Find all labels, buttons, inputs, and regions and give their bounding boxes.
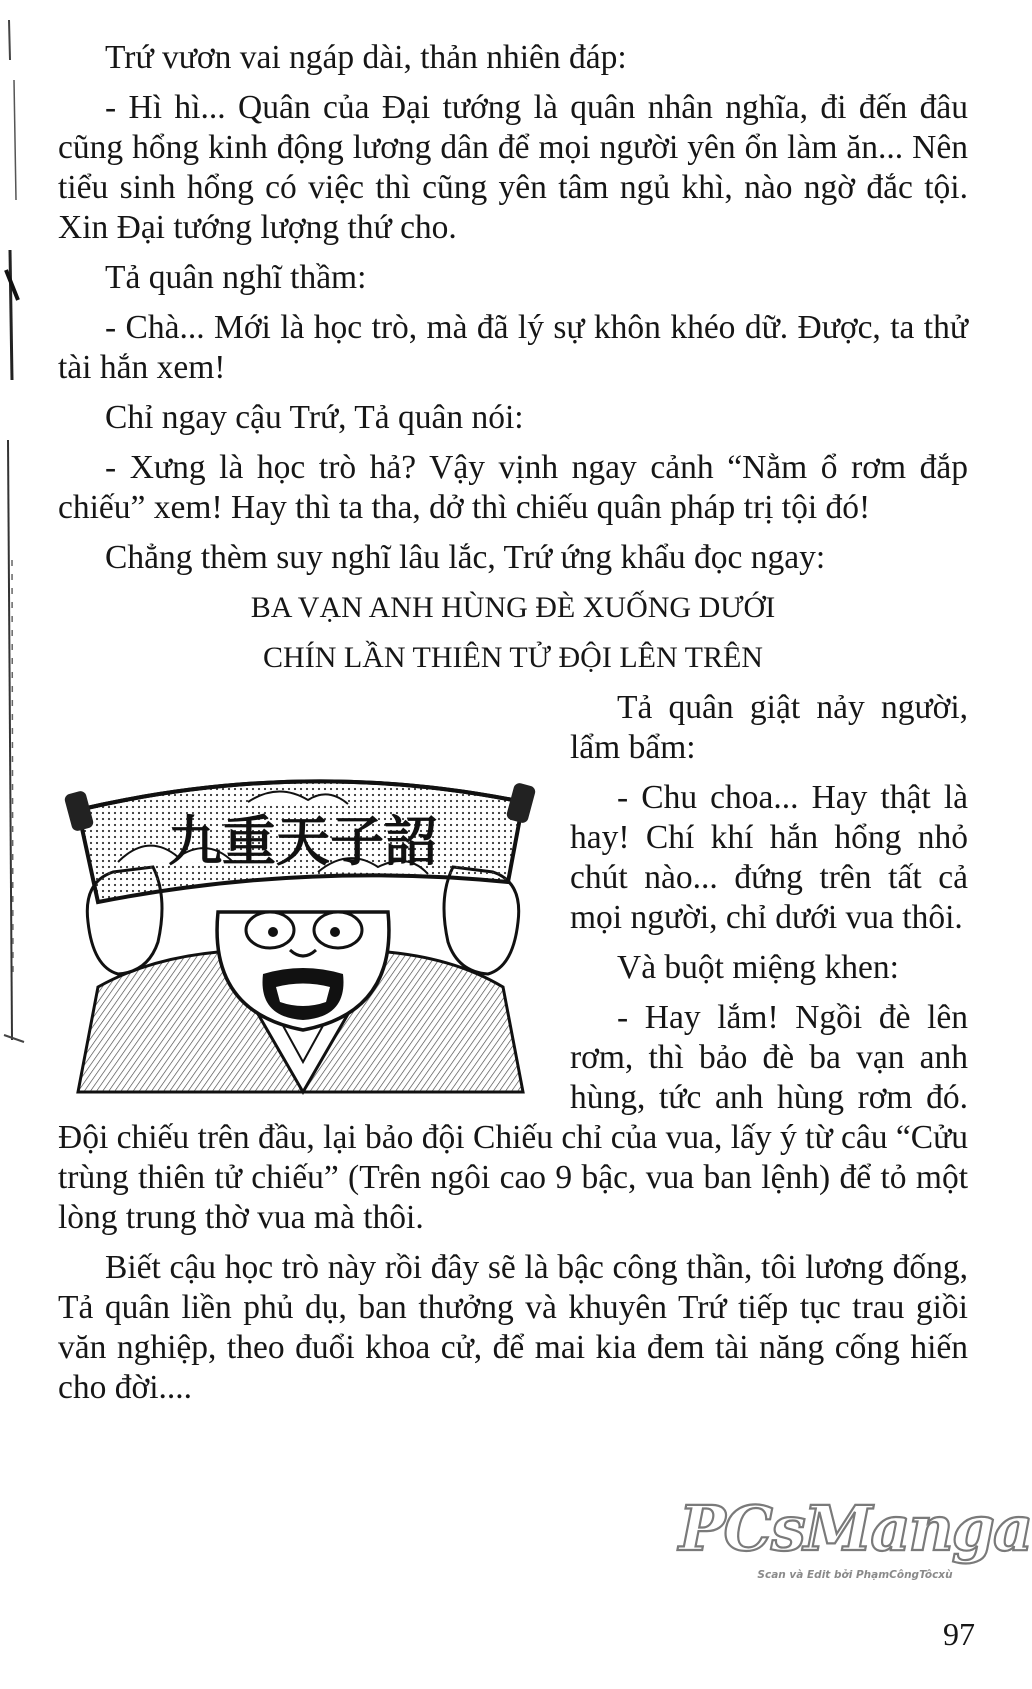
paragraph-4: - Chà... Mới là học trò, mà đã lý sự khôn khéo dữ. Được, ta thử tài hắn xem! — [58, 309, 968, 386]
poem-line-1: BA VẠN ANH HÙNG ĐÈ XUỐNG DƯỚI — [250, 591, 776, 624]
watermark-logo — [678, 1478, 1032, 1598]
paragraph-2: - Hì hì... Quân của Đại tướng là quân nhân nghĩa, đi đến đâu cũng hổng kinh động lương dân để mọi người yên ổn làm ăn... Nên tiểu sinh hổng có việc thì cũng yên tâm ngủ khì, nào ngờ đắc tội. Xin Đại tướng lượng thứ cho. — [58, 89, 968, 246]
paragraph-1: Trứ vươn vai ngáp dài, thản nhiên đáp: — [105, 39, 627, 76]
paragraph-8: Tả quân giật nảy người, lẩm bẩm: — [570, 689, 968, 766]
paragraph-7: Chẳng thèm suy nghĩ lâu lắc, Trứ ứng khẩu đọc ngay: — [105, 539, 826, 576]
watermark-subtitle: Scan và Edit bởi PhạmCôngTôcxù — [757, 1569, 953, 1581]
paragraph-10: Và buột miệng khen: — [617, 949, 899, 986]
scroll-calligraphy: 九重天子詔 — [168, 810, 438, 873]
scan-edge — [0, 0, 30, 1689]
poem — [58, 588, 968, 678]
paragraph-11: - Hay lắm! Ngồi đè lên rơm, thì bảo đè ba vạn anh hùng, tức anh hùng rơm đó. Đội chiếu trên đầu, lại bảo đội Chiếu chỉ của vua, lấy ý từ câu “Cửu trùng thiên tử chiếu” (Trên ngôi cao 9 bậc, vua ban lệnh) để tỏ một lòng trung thờ vua mà thôi. — [58, 999, 968, 1236]
page-body — [58, 38, 968, 1418]
watermark-title: PCsManga — [678, 1492, 1032, 1565]
paragraph-6: - Xưng là học trò hả? Vậy vịnh ngay cảnh “Nằm ổ rơm đắp chiếu” xem! Hay thì ta tha, dở thì chiếu quân pháp trị tội đó! — [58, 449, 968, 526]
illustration-scroll-bearer — [58, 762, 548, 1102]
poem-line-2: CHÍN LẦN THIÊN TỬ ĐỘI LÊN TRÊN — [263, 641, 763, 674]
paragraph-5: Chỉ ngay cậu Trứ, Tả quân nói: — [105, 399, 524, 436]
paragraph-12: Biết cậu học trò này rồi đây sẽ là bậc công thần, tôi lương đống, Tả quân liền phủ dụ, ban thưởng và khuyên Trứ tiếp tục trau giồi văn nghiệp, theo đuổi khoa cử, để mai kia đem tài năng cống hiến cho đời.... — [58, 1249, 968, 1406]
paragraph-9: - Chu choa... Hay thật là hay! Chí khí hắn hổng nhỏ chút nào... đứng trên tất cả mọi người, chỉ dưới vua thôi. — [570, 779, 968, 936]
paragraph-3: Tả quân nghĩ thầm: — [105, 259, 367, 296]
page-number: 97 — [943, 1616, 975, 1652]
